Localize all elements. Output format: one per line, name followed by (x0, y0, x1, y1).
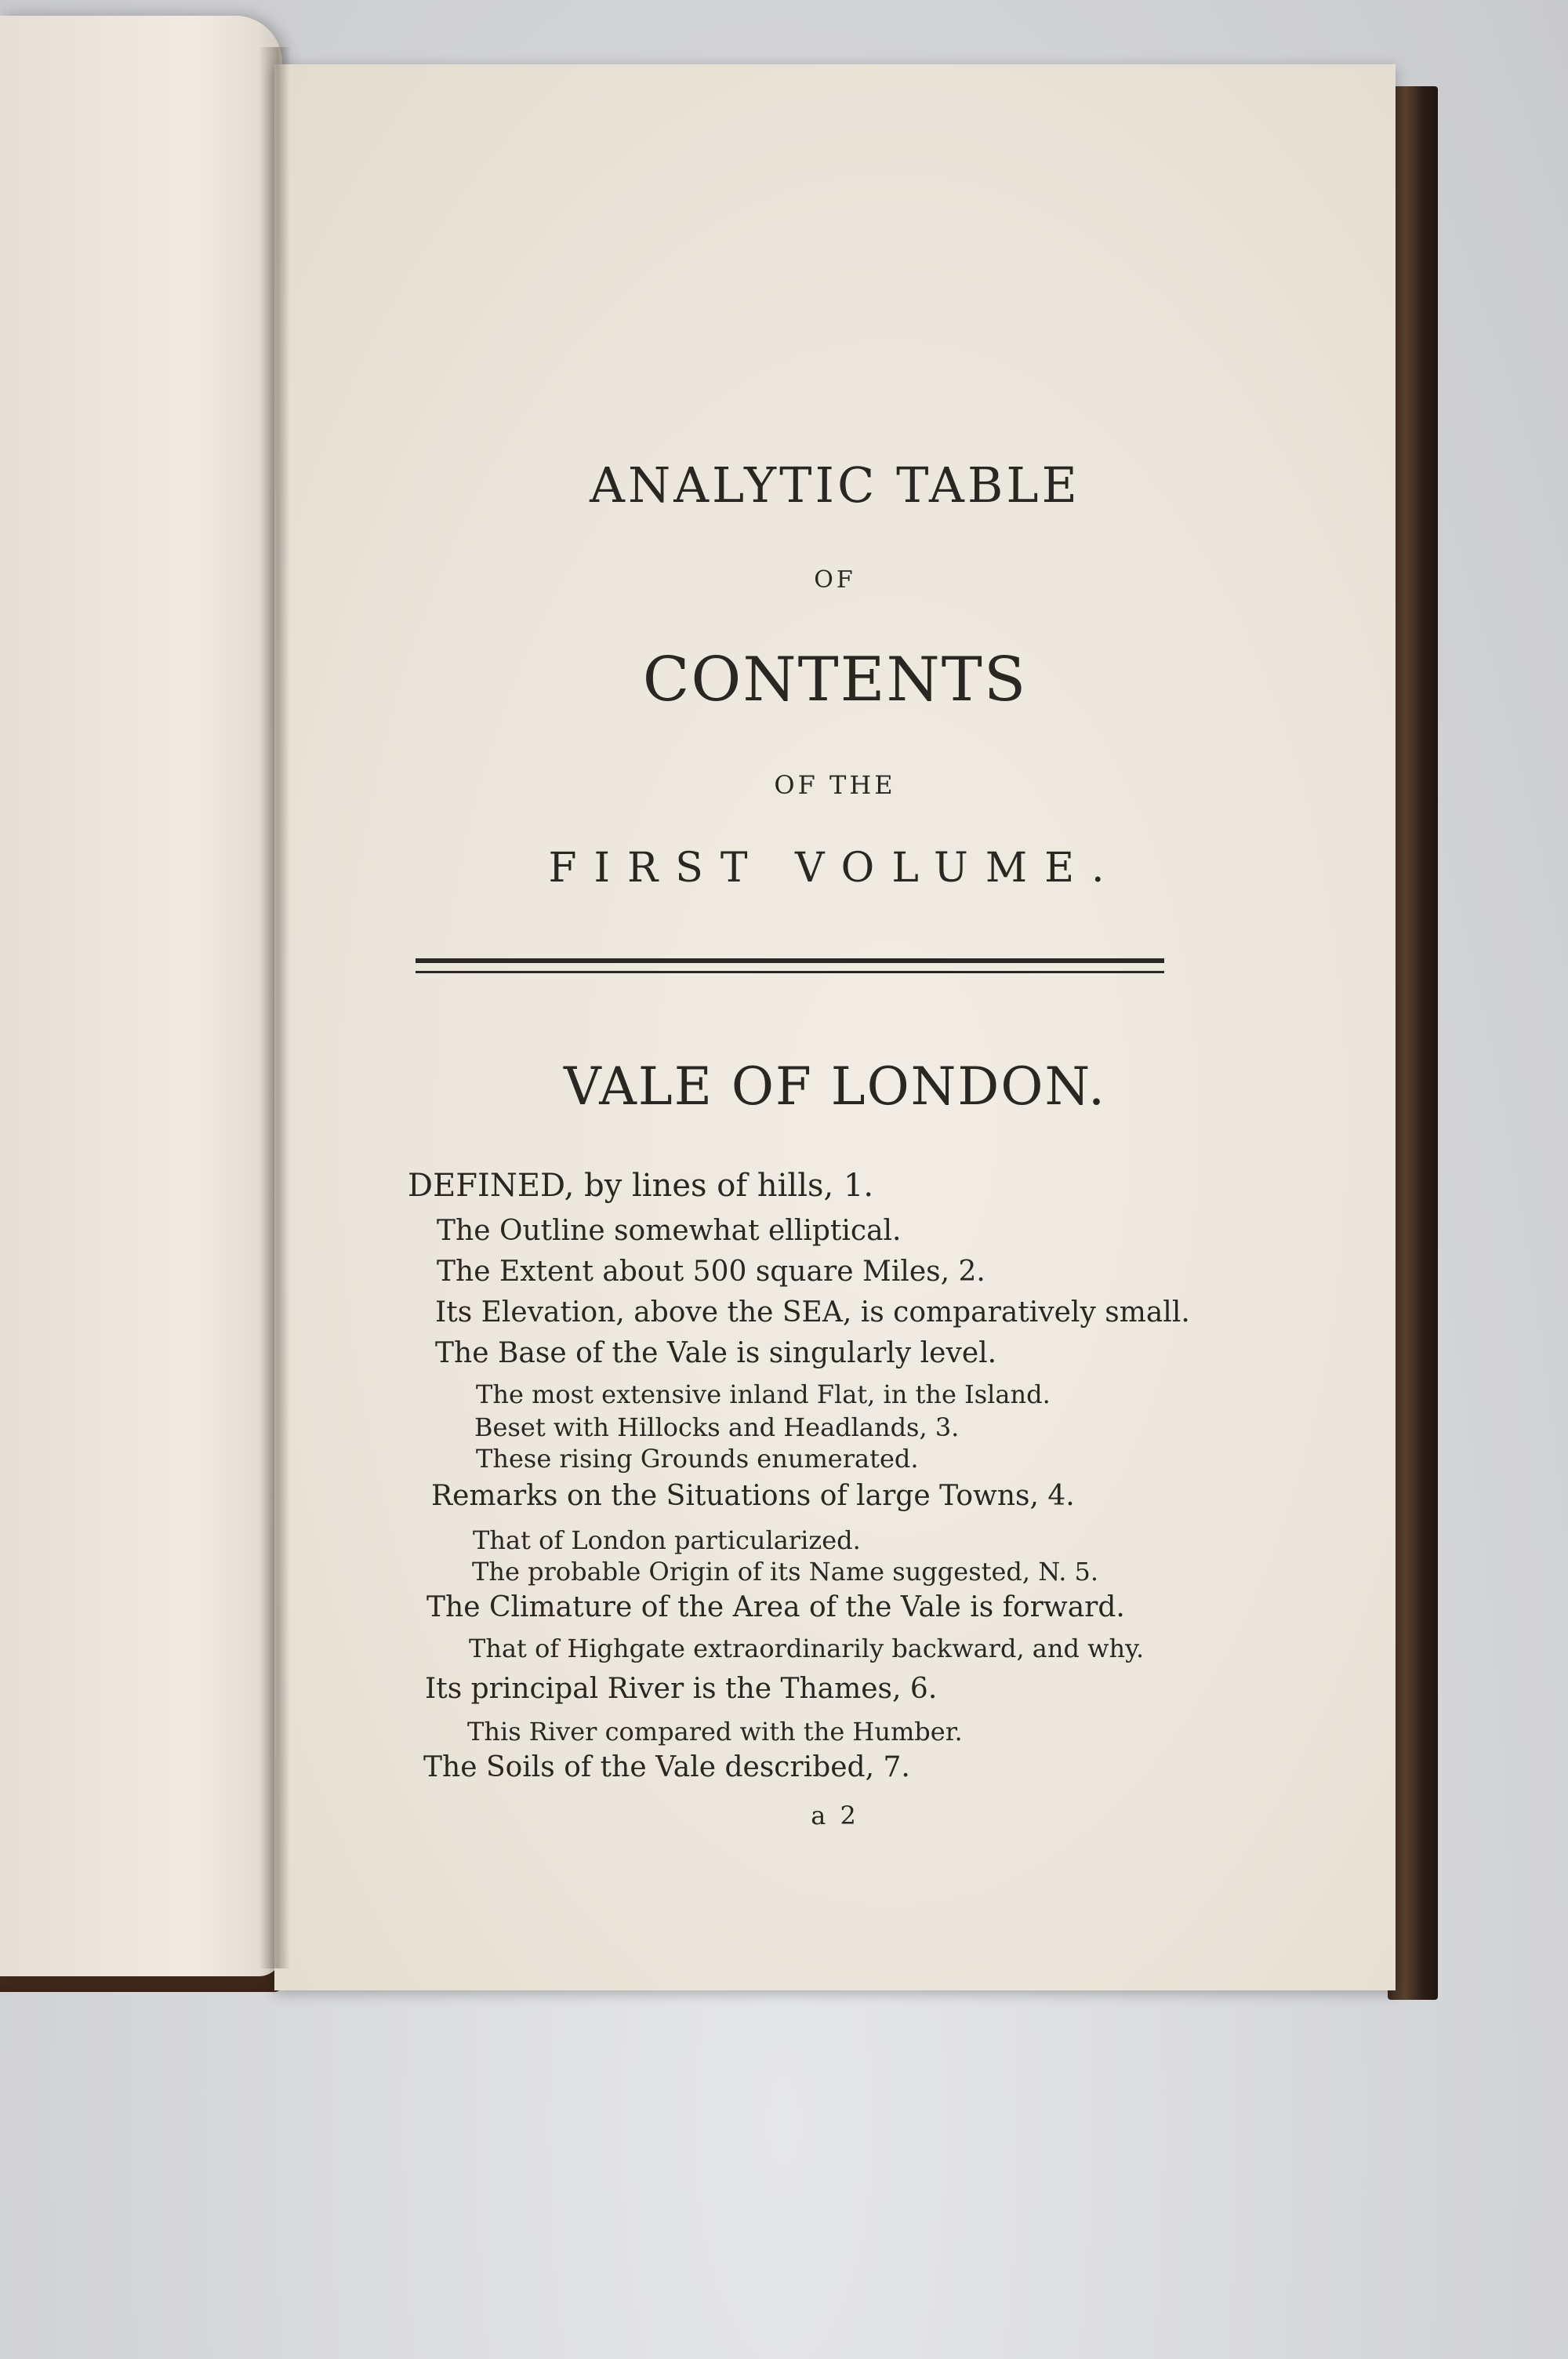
left-page (0, 16, 282, 1976)
signature-mark: a 2 (811, 1801, 859, 1830)
contents-entry: Beset with Hillocks and Headlands, 3. (474, 1412, 960, 1442)
page-content (274, 64, 1396, 1990)
title-contents: CONTENTS (642, 645, 1028, 715)
right-page (274, 64, 1396, 1990)
contents-entry: The Extent about 500 square Miles, 2. (437, 1256, 985, 1288)
double-rule-thick (416, 958, 1164, 963)
contents-entry: The most extensive inland Flat, in the Island. (476, 1379, 1051, 1409)
contents-entry: The Outline somewhat elliptical. (437, 1215, 902, 1247)
title-of: OF (814, 566, 856, 594)
double-rule-thin (416, 971, 1164, 973)
title-of-the: OF THE (774, 770, 896, 800)
section-title: VALE OF LONDON. (564, 1056, 1106, 1117)
contents-entry: Remarks on the Situations of large Towns, 4. (431, 1480, 1075, 1512)
title-analytic-table: ANALYTIC TABLE (590, 456, 1080, 514)
contents-entry: Its principal River is the Thames, 6. (425, 1673, 938, 1705)
contents-entry: The Base of the Vale is singularly level. (435, 1337, 997, 1369)
contents-entry: Its Elevation, above the SEA, is comparatively small. (435, 1296, 1190, 1329)
contents-entry: The Soils of the Vale described, 7. (423, 1751, 910, 1783)
contents-entry: That of London particularized. (473, 1525, 861, 1555)
contents-entry: DEFINED, by lines of hills, 1. (408, 1168, 874, 1204)
contents-entry: These rising Grounds enumerated. (476, 1444, 919, 1474)
contents-entry: This River compared with the Humber. (467, 1717, 963, 1747)
title-first-volume: FIRST VOLUME. (548, 845, 1122, 892)
contents-entry: The Climature of the Area of the Vale is forward. (426, 1591, 1125, 1623)
contents-entry: That of Highgate extraordinarily backward, and why. (469, 1634, 1145, 1663)
contents-entry: The probable Origin of its Name suggested, N. 5. (472, 1557, 1099, 1587)
gutter-shadow (259, 47, 290, 1968)
